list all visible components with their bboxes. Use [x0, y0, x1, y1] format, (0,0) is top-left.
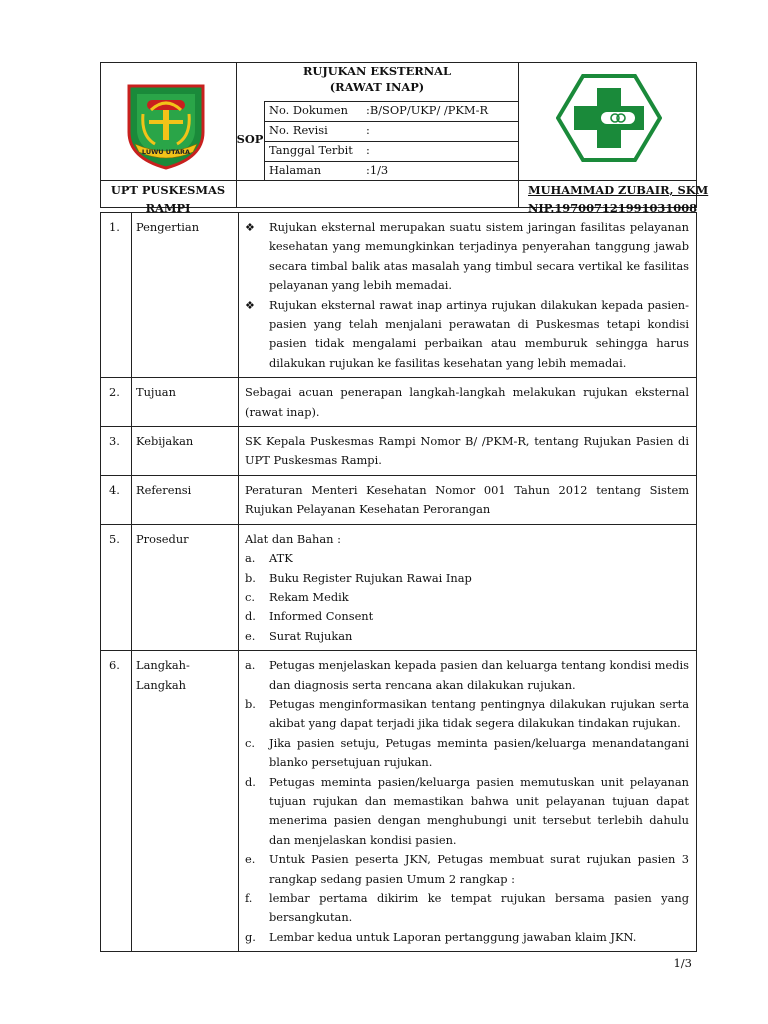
emblem-text: LUWU UTARA	[141, 148, 191, 156]
list-item	[245, 773, 689, 851]
bullet-text: Rujukan eksternal rawat inap artinya rujukan dilakukan kepada pasien-pasien yang telah menjalani perawatan di Puskesmas tetapi kondisi pasien tidak mengalami perbaikan atau memburuk sehingga harus dilakukan rujukan ke fasilitas kesehatan yang lebih memadai.	[269, 297, 689, 370]
row-label: Prosedur	[132, 524, 239, 650]
signer-name: MUHAMMAD ZUBAIR, SKM	[528, 183, 709, 197]
meta-key: Halaman	[269, 163, 322, 177]
meta-value: :	[366, 143, 370, 157]
row-number: 4.	[101, 475, 132, 524]
list-item	[245, 695, 689, 734]
meta-key: Tanggal Terbit	[269, 143, 353, 157]
list-item	[245, 889, 689, 928]
list-marker: d.	[245, 774, 256, 789]
list-marker: g.	[245, 929, 256, 944]
row-label: Referensi	[132, 475, 239, 524]
list-marker: c.	[245, 589, 256, 604]
signer-nip: NIP.197007121991031008	[528, 201, 698, 215]
meta-value: :	[366, 123, 370, 137]
page-number: 1/3	[673, 956, 692, 970]
meta-key: No. Revisi	[269, 123, 328, 137]
row-content	[239, 524, 697, 650]
bullet-text: Rujukan eksternal merupakan suatu sistem jaringan fasilitas pelayanan kesehatan yang memungkinkan terjadinya penyerahan tanggung jawab secara timbal balik atas masalah yang timbul secara vertikal ke fasilitas pelayanan yang lebih memadai.	[269, 220, 689, 293]
row-number: 1.	[101, 213, 132, 378]
list-text: Untuk Pasien peserta JKN, Petugas membuat surat rujukan pasien 3 rangkap sedang pasien Umum 2 rangkap :	[269, 852, 689, 886]
row-number: 2.	[101, 378, 132, 427]
meta-value: :1/3	[366, 163, 389, 177]
row-content: SK Kepala Puskesmas Rampi Nomor B/ /PKM-R, tentang Rujukan Pasien di UPT Puskesmas Rampi.	[239, 427, 697, 476]
list-marker: f.	[245, 891, 253, 905]
list-marker: d.	[245, 609, 256, 624]
meta-value: :B/SOP/UKP/ /PKM-R	[366, 103, 489, 117]
list-intro: Alat dan Bahan :	[245, 531, 341, 546]
list-text: Informed Consent	[269, 609, 374, 624]
meta-key: No. Dokumen	[269, 103, 348, 117]
list-marker: e.	[245, 628, 256, 643]
row-label: Kebijakan	[132, 427, 239, 476]
row-label-line: Langkah-	[136, 658, 190, 673]
list-text: lembar pertama dikirim ke tempat rujukan bersama pasien yang bersangkutan.	[269, 891, 689, 925]
meta-row-revisi	[269, 120, 519, 140]
table-row	[101, 427, 697, 476]
list-item	[245, 588, 689, 607]
list-marker: b.	[245, 696, 256, 711]
list-text: Surat Rujukan	[269, 628, 353, 643]
row-content	[239, 651, 697, 952]
title-line-1: RUJUKAN EKSTERNAL	[302, 64, 452, 78]
list-marker: e.	[245, 852, 256, 867]
list-marker: b.	[245, 570, 256, 585]
list-text: Petugas meminta pasien/keluarga pasien memutuskan unit pelayanan tujuan rujukan dan memastikan bahwa unit pelayanan tujuan dapat menerima pasien dengan menghubungi unit tersebut terlebih dahulu dan menjelaskan kondisi pasien.	[269, 774, 689, 847]
list-item	[245, 549, 689, 568]
sop-label: SOP	[236, 132, 264, 146]
list-item	[245, 218, 689, 296]
meta-row-tanggal	[269, 140, 519, 160]
row-content	[239, 213, 697, 378]
list-item	[245, 569, 689, 588]
list-text: ATK	[269, 551, 293, 566]
table-row	[101, 213, 697, 378]
table-row	[101, 475, 697, 524]
list-text: Petugas menginformasikan tentang pentingnya dilakukan rujukan serta akibat yang dapat terjadi jika tidak segera dilakukan tindakan rujukan.	[269, 696, 689, 731]
org-line-2: RAMPI	[145, 201, 191, 215]
meta-row-halaman	[269, 160, 519, 180]
puskesmas-logo-icon	[556, 72, 662, 164]
sop-title	[236, 62, 518, 95]
table-row	[101, 524, 697, 650]
row-label: Pengertian	[132, 213, 239, 378]
meta-row-dokumen	[269, 100, 519, 120]
row-number: 5.	[101, 524, 132, 650]
row-content: Peraturan Menteri Kesehatan Nomor 001 Tahun 2012 tentang Sistem Rujukan Pelayanan Kesehatan Perorangan	[239, 475, 697, 524]
list-item	[245, 734, 689, 773]
bullet-icon: ❖	[245, 221, 255, 234]
list-text: Buku Register Rujukan Rawai Inap	[269, 570, 472, 585]
row-label: Tujuan	[132, 378, 239, 427]
list-item	[245, 656, 689, 695]
list-marker: c.	[245, 735, 256, 750]
list-marker: a.	[245, 658, 256, 673]
list-item	[245, 928, 689, 947]
table-row	[101, 378, 697, 427]
title-line-2: (RAWAT INAP)	[329, 80, 425, 94]
list-marker: a.	[245, 551, 256, 566]
sop-content-table	[100, 212, 697, 952]
list-item	[245, 850, 689, 889]
list-item	[245, 627, 689, 646]
luwu-utara-emblem-icon	[121, 80, 211, 170]
list-item	[245, 607, 689, 626]
table-row	[101, 651, 697, 952]
row-label-line: Langkah	[136, 677, 187, 692]
org-line-1: UPT PUSKESMAS	[110, 183, 226, 197]
list-text: Lembar kedua untuk Laporan pertanggung jawaban klaim JKN.	[269, 929, 637, 944]
row-content: Sebagai acuan penerapan langkah-langkah melakukan rujukan eksternal (rawat inap).	[239, 378, 697, 427]
row-number: 6.	[101, 651, 132, 952]
bullet-icon: ❖	[245, 298, 255, 312]
list-text: Petugas menjelaskan kepada pasien dan keluarga tentang kondisi medis dan diagnosis serta rencana akan dilakukan rujukan.	[269, 658, 689, 692]
row-number: 3.	[101, 427, 132, 476]
list-text: Jika pasien setuju, Petugas meminta pasien/keluarga menandatangani blanko persetujuan rujukan.	[269, 735, 689, 770]
row-label	[132, 651, 239, 952]
list-item	[245, 296, 689, 374]
list-text: Rekam Medik	[269, 589, 349, 604]
